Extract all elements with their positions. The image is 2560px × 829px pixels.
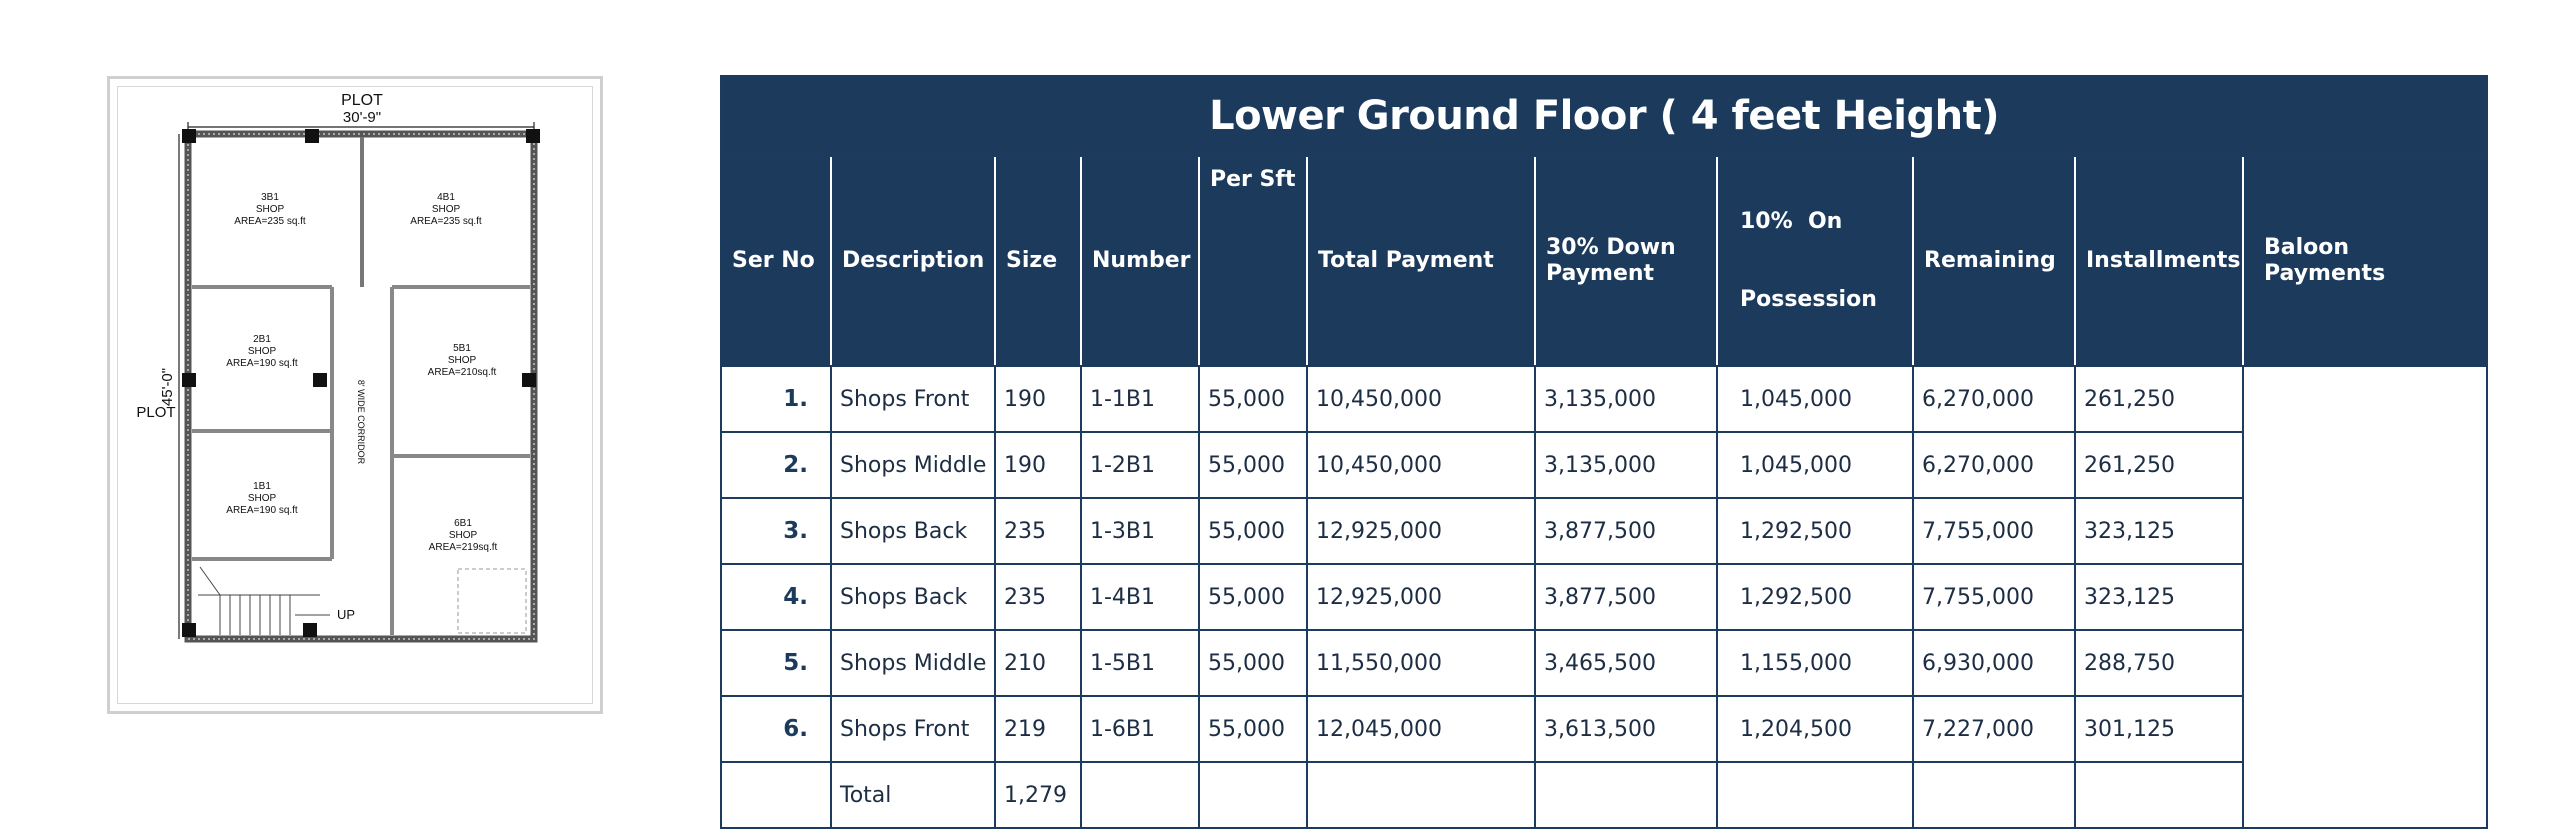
cell-possession: 1,045,000: [1717, 366, 1913, 432]
cell-total-payment: 10,450,000: [1307, 432, 1535, 498]
cell-empty: [1307, 762, 1535, 828]
header-per-sft: Per Sft: [1199, 156, 1307, 366]
cell-per-sft: 55,000: [1199, 696, 1307, 762]
cell-ser-no: 2.: [721, 432, 831, 498]
header-down-payment-line1: 30% Down: [1546, 235, 1676, 260]
room-label-2b1: [226, 334, 298, 369]
table-row: [721, 696, 2487, 762]
cell-ser-no: 1.: [721, 366, 831, 432]
cell-remaining: 6,270,000: [1913, 432, 2075, 498]
table-row: [721, 498, 2487, 564]
cell-number: 1-1B1: [1081, 366, 1199, 432]
header-number: Number: [1081, 156, 1199, 366]
room-label-3b1: [234, 192, 306, 227]
cell-installments: 301,125: [2075, 696, 2243, 762]
cell-empty: [1913, 762, 2075, 828]
cell-number: 1-2B1: [1081, 432, 1199, 498]
header-down-payment-line2: Payment: [1546, 261, 1655, 286]
header-possession: [1717, 156, 1913, 366]
cell-ser-no: 6.: [721, 696, 831, 762]
svg-text:SHOP: SHOP: [247, 346, 277, 357]
table-row: [721, 564, 2487, 630]
cell-number: 1-4B1: [1081, 564, 1199, 630]
header-ser-no: Ser No: [721, 156, 831, 366]
table-row: [721, 630, 2487, 696]
cell-remaining: 7,227,000: [1913, 696, 2075, 762]
cell-total-payment: 10,450,000: [1307, 366, 1535, 432]
cell-ser-no: 4.: [721, 564, 831, 630]
header-total-payment: Total Payment: [1307, 156, 1535, 366]
cell-description: Shops Back: [831, 564, 995, 630]
plan-height-dimension: 45'-0": [159, 367, 176, 407]
cell-remaining: 7,755,000: [1913, 498, 2075, 564]
header-possession-line2: Possession: [1740, 287, 1877, 312]
cell-installments: 323,125: [2075, 564, 2243, 630]
cell-installments: 323,125: [2075, 498, 2243, 564]
cell-empty: [1535, 762, 1717, 828]
cell-per-sft: 55,000: [1199, 564, 1307, 630]
cell-ser-no: 3.: [721, 498, 831, 564]
cell-empty: [2075, 762, 2243, 828]
svg-text:5B1: 5B1: [453, 343, 471, 354]
cell-description: Shops Front: [831, 696, 995, 762]
svg-text:AREA=235 sq.ft: AREA=235 sq.ft: [234, 216, 306, 227]
cell-size: 235: [995, 498, 1081, 564]
room-label-5b1: [428, 343, 497, 378]
plan-top-label: PLOT: [341, 92, 383, 109]
total-label: Total: [831, 762, 995, 828]
dashed-door-area: [458, 569, 526, 633]
cell-description: Shops Middle: [831, 630, 995, 696]
stair-up-label: UP: [336, 607, 356, 622]
plan-side-label: PLOT: [136, 404, 176, 421]
header-remaining: Remaining: [1913, 156, 2075, 366]
floor-plan-drawing: [110, 79, 600, 711]
cell-empty: [1081, 762, 1199, 828]
cell-per-sft: 55,000: [1199, 498, 1307, 564]
cell-installments: 288,750: [2075, 630, 2243, 696]
table-row: [721, 366, 2487, 432]
cell-total-payment: 12,925,000: [1307, 498, 1535, 564]
cell-size: 210: [995, 630, 1081, 696]
cell-description: Shops Middle: [831, 432, 995, 498]
svg-text:SHOP: SHOP: [447, 355, 477, 366]
total-row: [721, 762, 2487, 828]
cell-total-payment: 11,550,000: [1307, 630, 1535, 696]
cell-possession: 1,292,500: [1717, 564, 1913, 630]
svg-text:AREA=190 sq.ft: AREA=190 sq.ft: [226, 505, 298, 516]
cell-size: 190: [995, 432, 1081, 498]
table-header-row: [721, 156, 2487, 366]
cell-baloon-payments: [2243, 366, 2487, 828]
cell-size: 190: [995, 366, 1081, 432]
floor-plan-frame: [107, 76, 603, 714]
cell-installments: 261,250: [2075, 366, 2243, 432]
svg-text:6B1: 6B1: [454, 518, 472, 529]
cell-empty: [1717, 762, 1913, 828]
svg-text:AREA=235 sq.ft: AREA=235 sq.ft: [410, 216, 482, 227]
cell-down-payment: 3,135,000: [1535, 366, 1717, 432]
svg-text:SHOP: SHOP: [448, 530, 478, 541]
svg-text:AREA=190 sq.ft: AREA=190 sq.ft: [226, 358, 298, 369]
cell-down-payment: 3,877,500: [1535, 564, 1717, 630]
cell-per-sft: 55,000: [1199, 630, 1307, 696]
cell-ser-no: 5.: [721, 630, 831, 696]
cell-remaining: 6,930,000: [1913, 630, 2075, 696]
cell-down-payment: 3,465,500: [1535, 630, 1717, 696]
header-installments: Installments: [2075, 156, 2243, 366]
room-label-1b1: [226, 481, 298, 516]
total-size: 1,279: [995, 762, 1081, 828]
cell-remaining: 7,755,000: [1913, 564, 2075, 630]
cell-remaining: 6,270,000: [1913, 366, 2075, 432]
svg-text:SHOP: SHOP: [431, 204, 461, 215]
cell-down-payment: 3,135,000: [1535, 432, 1717, 498]
header-possession-line1: 10% On: [1740, 209, 1843, 234]
svg-text:SHOP: SHOP: [255, 204, 285, 215]
cell-per-sft: 55,000: [1199, 366, 1307, 432]
cell-description: Shops Back: [831, 498, 995, 564]
cell-down-payment: 3,613,500: [1535, 696, 1717, 762]
table-title: Lower Ground Floor ( 4 feet Height): [721, 76, 2487, 156]
table-row: [721, 432, 2487, 498]
cell-total-payment: 12,045,000: [1307, 696, 1535, 762]
svg-text:AREA=219sq.ft: AREA=219sq.ft: [428, 542, 498, 553]
cell-number: 1-5B1: [1081, 630, 1199, 696]
cell-number: 1-3B1: [1081, 498, 1199, 564]
payment-plan-table: [720, 75, 2488, 829]
svg-text:3B1: 3B1: [261, 192, 279, 203]
svg-text:4B1: 4B1: [437, 192, 455, 203]
svg-text:1B1: 1B1: [253, 481, 271, 492]
svg-text:2B1: 2B1: [253, 334, 271, 345]
header-description: Description: [831, 156, 995, 366]
header-baloon-payments: Baloon Payments: [2243, 156, 2487, 366]
cell-down-payment: 3,877,500: [1535, 498, 1717, 564]
cell-empty: [1199, 762, 1307, 828]
cell-description: Shops Front: [831, 366, 995, 432]
cell-size: 235: [995, 564, 1081, 630]
cell-total-payment: 12,925,000: [1307, 564, 1535, 630]
corridor-label: 8' WIDE CORRIDOR: [356, 379, 366, 465]
cell-ser-no-empty: [721, 762, 831, 828]
room-label-6b1: [429, 518, 498, 553]
header-size: Size: [995, 156, 1081, 366]
svg-text:AREA=210sq.ft: AREA=210sq.ft: [427, 367, 497, 378]
header-down-payment: [1535, 156, 1717, 366]
plan-width-dimension: 30'-9": [342, 109, 382, 126]
cell-installments: 261,250: [2075, 432, 2243, 498]
cell-possession: 1,204,500: [1717, 696, 1913, 762]
cell-number: 1-6B1: [1081, 696, 1199, 762]
room-label-4b1: [410, 192, 482, 227]
cell-possession: 1,155,000: [1717, 630, 1913, 696]
svg-text:SHOP: SHOP: [247, 493, 277, 504]
cell-possession: 1,292,500: [1717, 498, 1913, 564]
cell-size: 219: [995, 696, 1081, 762]
cell-possession: 1,045,000: [1717, 432, 1913, 498]
cell-per-sft: 55,000: [1199, 432, 1307, 498]
